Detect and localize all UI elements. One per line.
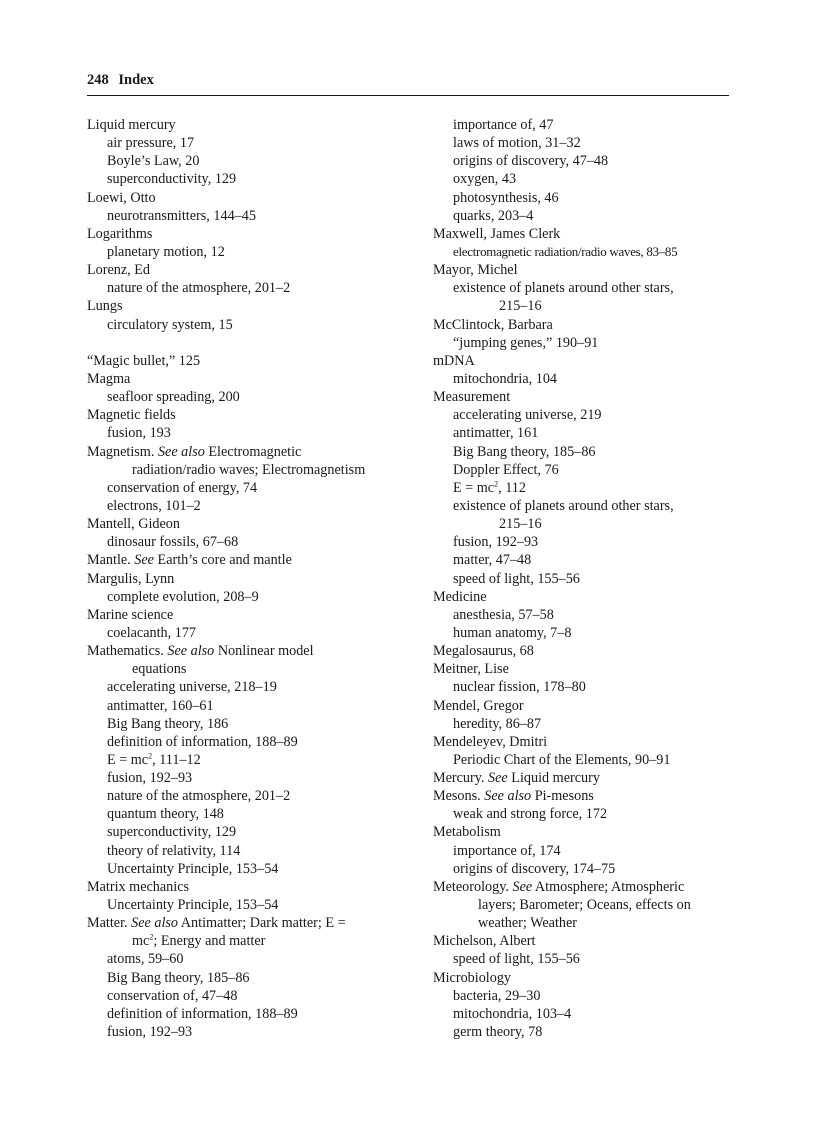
entry-text: Doppler Effect, 76 — [453, 461, 559, 478]
entry-text: “Magic bullet,” 125 — [87, 352, 201, 369]
index-continuation — [87, 660, 417, 678]
entry-text: electromagnetic radiation/radio waves, 83–85 — [453, 243, 678, 259]
entry-text: laws of motion, 31–32 — [453, 135, 581, 152]
index-entry — [433, 969, 733, 987]
entry-text: , 112 — [498, 479, 526, 496]
entry-text: Atmosphere; Atmospheric — [532, 878, 685, 895]
entry-text: Uncertainty Principle, 153–54 — [107, 860, 279, 877]
index-entry — [433, 878, 733, 896]
index-subentry — [433, 443, 733, 461]
entry-text: conservation of energy, 74 — [107, 479, 258, 496]
entry-text: Magma — [87, 370, 131, 387]
index-subentry — [87, 751, 417, 769]
index-subentry — [87, 733, 417, 751]
entry-text: photosynthesis, 46 — [453, 189, 559, 206]
entry-text: equations — [132, 661, 187, 678]
index-subentry — [433, 1023, 733, 1041]
entry-text: mDNA — [433, 352, 475, 369]
index-subentry — [433, 116, 733, 134]
index-subentry — [87, 987, 417, 1005]
entry-text: fusion, 192–93 — [453, 534, 539, 551]
entry-text: fusion, 192–93 — [107, 1024, 193, 1041]
entry-text: Antimatter; Dark matter; E = — [178, 915, 346, 932]
entry-text: complete evolution, 208–9 — [107, 588, 259, 605]
entry-text: oxygen, 43 — [453, 171, 517, 188]
index-entry — [433, 316, 733, 334]
running-title: Index — [118, 72, 154, 88]
index-entry — [87, 352, 417, 370]
entry-text: anesthesia, 57–58 — [453, 606, 554, 623]
index-subentry — [87, 497, 417, 515]
entry-text: Medicine — [433, 588, 487, 605]
index-entry — [433, 769, 733, 787]
entry-text: quarks, 203–4 — [453, 207, 534, 224]
entry-text: theory of relativity, 114 — [107, 842, 241, 859]
index-continuation — [87, 932, 417, 950]
entry-text: Mantle. — [87, 552, 135, 569]
entry-text: Big Bang theory, 185–86 — [453, 443, 596, 460]
entry-text: origins of discovery, 174–75 — [453, 860, 616, 877]
entry-text: superconductivity, 129 — [107, 171, 237, 188]
index-entry — [87, 570, 417, 588]
index-entry — [87, 878, 417, 896]
index-subentry — [87, 715, 417, 733]
index-entry — [433, 787, 733, 805]
entry-text: Lorenz, Ed — [87, 262, 151, 279]
see-reference: See also — [157, 443, 205, 460]
entry-text: neurotransmitters, 144–45 — [107, 207, 256, 224]
entry-text: Megalosaurus, 68 — [433, 643, 534, 660]
index-spacer — [87, 334, 417, 352]
index-entry — [433, 225, 733, 243]
index-subentry — [87, 896, 417, 914]
index-subentry — [87, 1005, 417, 1023]
entry-text: importance of, 47 — [453, 117, 554, 133]
index-subentry — [433, 805, 733, 823]
entry-text: existence of planets around other stars, — [453, 497, 674, 514]
index-subentry — [87, 823, 417, 841]
entry-text: human anatomy, 7–8 — [453, 624, 572, 641]
index-subentry — [87, 678, 417, 696]
index-subentry — [87, 860, 417, 878]
entry-text: fusion, 193 — [107, 425, 171, 442]
entry-text: Electromagnetic — [204, 443, 302, 460]
entry-text: nuclear fission, 178–80 — [453, 679, 586, 696]
see-reference: See — [134, 552, 154, 569]
entry-text: Measurement — [433, 389, 511, 406]
entry-text: weather; Weather — [478, 915, 578, 932]
index-entry — [87, 642, 417, 660]
entry-text: E = mc — [107, 751, 149, 768]
index-subentry — [433, 1005, 733, 1023]
entry-text: Pi-mesons — [531, 788, 594, 805]
index-entry — [87, 515, 417, 533]
entry-text: weak and strong force, 172 — [453, 806, 608, 823]
entry-text: electrons, 101–2 — [107, 497, 201, 514]
index-subentry — [87, 1023, 417, 1041]
index-subentry — [87, 805, 417, 823]
entry-text: McClintock, Barbara — [433, 316, 553, 333]
entry-text: germ theory, 78 — [453, 1024, 543, 1041]
index-subentry — [433, 950, 733, 968]
index-subentry — [433, 533, 733, 551]
index-subentry — [87, 388, 417, 406]
index-entry — [433, 352, 733, 370]
entry-text: Mesons. — [433, 788, 485, 805]
entry-text: Mendel, Gregor — [433, 697, 524, 714]
entry-text: seafloor spreading, 200 — [107, 389, 240, 406]
entry-text: Meteorology. — [433, 878, 513, 895]
index-entry — [87, 406, 417, 424]
entry-text: Magnetism. — [87, 443, 158, 460]
entry-text: speed of light, 155–56 — [453, 951, 580, 968]
index-entry — [433, 588, 733, 606]
entry-text: antimatter, 160–61 — [107, 697, 214, 714]
page-number: 248 — [87, 72, 109, 88]
entry-text: Lungs — [87, 298, 123, 315]
index-entry — [87, 606, 417, 624]
superscript: 2 — [148, 751, 153, 761]
entry-text: Boyle’s Law, 20 — [107, 153, 200, 170]
see-reference: See also — [167, 643, 215, 660]
entry-text: , 111–12 — [152, 751, 201, 768]
index-entry — [433, 660, 733, 678]
entry-text: existence of planets around other stars, — [453, 280, 674, 297]
index-continuation — [433, 896, 733, 914]
index-subentry — [433, 152, 733, 170]
index-subentry — [433, 479, 733, 497]
index-subentry — [87, 787, 417, 805]
index-subentry — [87, 316, 417, 334]
index-subentry — [433, 842, 733, 860]
entry-text: Maxwell, James Clerk — [433, 225, 561, 242]
entry-text: Mayor, Michel — [433, 262, 518, 279]
entry-text: 215–16 — [499, 298, 542, 315]
index-subentry — [87, 842, 417, 860]
index-entry — [433, 733, 733, 751]
entry-text: mc — [132, 933, 150, 950]
index-subentry — [433, 624, 733, 642]
index-column-left — [87, 116, 417, 1041]
entry-text: ; Energy and matter — [153, 933, 266, 950]
entry-text: Loewi, Otto — [87, 189, 156, 206]
index-subentry — [433, 751, 733, 769]
index-subentry — [87, 697, 417, 715]
entry-text: coelacanth, 177 — [107, 624, 197, 641]
index-subentry — [433, 134, 733, 152]
index-subentry — [433, 279, 733, 297]
index-subentry — [433, 370, 733, 388]
index-subentry — [433, 715, 733, 733]
index-entry — [87, 261, 417, 279]
index-subentry — [433, 497, 733, 515]
index-entry — [87, 914, 417, 932]
entry-text: Mendeleyev, Dmitri — [433, 733, 548, 750]
index-subentry — [433, 406, 733, 424]
entry-text: mitochondria, 104 — [453, 370, 558, 387]
index-subentry — [87, 279, 417, 297]
index-subentry — [87, 769, 417, 787]
index-entry — [433, 642, 733, 660]
index-continuation — [87, 461, 417, 479]
see-reference: See — [488, 770, 508, 787]
entry-text: Liquid mercury — [87, 117, 176, 133]
entry-text: superconductivity, 129 — [107, 824, 237, 841]
index-subentry — [433, 461, 733, 479]
entry-text: matter, 47–48 — [453, 552, 532, 569]
entry-text: importance of, 174 — [453, 842, 561, 859]
entry-text: radiation/radio waves; Electromagnetism — [132, 461, 366, 478]
index-entry — [87, 370, 417, 388]
entry-text: definition of information, 188–89 — [107, 733, 298, 750]
entry-text: nature of the atmosphere, 201–2 — [107, 788, 291, 805]
index-entry — [433, 697, 733, 715]
index-subentry — [87, 134, 417, 152]
entry-text: nature of the atmosphere, 201–2 — [107, 280, 291, 297]
entry-text: dinosaur fossils, 67–68 — [107, 534, 239, 551]
superscript: 2 — [494, 479, 499, 489]
entry-text: planetary motion, 12 — [107, 243, 225, 260]
entry-text: E = mc — [453, 479, 495, 496]
index-subentry — [433, 606, 733, 624]
entry-text: Big Bang theory, 186 — [107, 715, 229, 732]
index-subentry — [433, 207, 733, 225]
index-entry — [87, 116, 417, 134]
index-subentry — [433, 424, 733, 442]
entry-text: Logarithms — [87, 225, 153, 242]
page-header — [87, 72, 729, 96]
entry-text: accelerating universe, 219 — [453, 407, 602, 424]
index-continuation — [433, 297, 733, 315]
index-subentry — [433, 570, 733, 588]
index-column-right — [433, 116, 733, 1041]
index-subentry — [433, 334, 733, 352]
entry-text: Meitner, Lise — [433, 661, 509, 678]
entry-text: Mantell, Gideon — [87, 516, 180, 533]
entry-text: atoms, 59–60 — [107, 951, 184, 968]
entry-text: Big Bang theory, 185–86 — [107, 969, 250, 986]
entry-text: Nonlinear model — [214, 643, 314, 660]
index-subentry — [433, 170, 733, 188]
index-subentry — [87, 243, 417, 261]
see-reference: See also — [131, 915, 179, 932]
entry-text: speed of light, 155–56 — [453, 570, 580, 587]
entry-text: “jumping genes,” 190–91 — [453, 334, 599, 351]
see-reference: See — [512, 878, 533, 895]
see-reference: See also — [484, 788, 532, 805]
index-subentry — [87, 969, 417, 987]
index-subentry — [87, 624, 417, 642]
entry-text: quantum theory, 148 — [107, 806, 224, 823]
entry-text: Uncertainty Principle, 153–54 — [107, 897, 279, 914]
index-subentry — [87, 424, 417, 442]
index-entry — [433, 261, 733, 279]
index-subentry — [87, 170, 417, 188]
entry-text: conservation of, 47–48 — [107, 987, 238, 1004]
entry-text: bacteria, 29–30 — [453, 987, 541, 1004]
index-entry — [87, 443, 417, 461]
index-entry — [87, 225, 417, 243]
entry-text: circulatory system, 15 — [107, 316, 233, 333]
index-subentry — [433, 243, 733, 261]
index-subentry — [433, 860, 733, 878]
index-subentry — [87, 479, 417, 497]
entry-text: Periodic Chart of the Elements, 90–91 — [453, 751, 671, 768]
entry-text: Michelson, Albert — [433, 933, 536, 950]
entry-text: definition of information, 188–89 — [107, 1005, 298, 1022]
entry-text: Magnetic fields — [87, 407, 176, 424]
index-subentry — [433, 678, 733, 696]
index-continuation — [433, 515, 733, 533]
index-subentry — [433, 987, 733, 1005]
entry-text: Earth’s core and mantle — [153, 552, 292, 569]
index-entry — [87, 551, 417, 569]
entry-text: Marine science — [87, 606, 174, 623]
entry-text: Mathematics. — [87, 643, 168, 660]
index-subentry — [87, 588, 417, 606]
index-continuation — [433, 914, 733, 932]
entry-text: Matter. — [87, 915, 132, 932]
entry-text: accelerating universe, 218–19 — [107, 679, 277, 696]
index-subentry — [87, 152, 417, 170]
entry-text: antimatter, 161 — [453, 425, 539, 442]
index-entry — [433, 823, 733, 841]
entry-text: Microbiology — [433, 969, 512, 986]
entry-text: air pressure, 17 — [107, 135, 195, 152]
entry-text: 215–16 — [499, 516, 542, 533]
index-entry — [87, 297, 417, 315]
entry-text: layers; Barometer; Oceans, effects on — [478, 897, 691, 914]
superscript: 2 — [149, 932, 154, 942]
entry-text: Metabolism — [433, 824, 501, 841]
index-subentry — [87, 207, 417, 225]
entry-text: fusion, 192–93 — [107, 770, 193, 787]
index-entry — [433, 932, 733, 950]
entry-text: Matrix mechanics — [87, 878, 190, 895]
entry-text: mitochondria, 103–4 — [453, 1005, 572, 1022]
index-subentry — [87, 533, 417, 551]
entry-text: Liquid mercury — [507, 770, 600, 787]
entry-text: heredity, 86–87 — [453, 715, 542, 732]
index-subentry — [87, 950, 417, 968]
entry-text: Margulis, Lynn — [87, 570, 175, 587]
index-subentry — [433, 189, 733, 207]
index-entry — [87, 189, 417, 207]
entry-text: Mercury. — [433, 770, 489, 787]
index-entry — [433, 388, 733, 406]
entry-text: origins of discovery, 47–48 — [453, 153, 609, 170]
index-subentry — [433, 551, 733, 569]
